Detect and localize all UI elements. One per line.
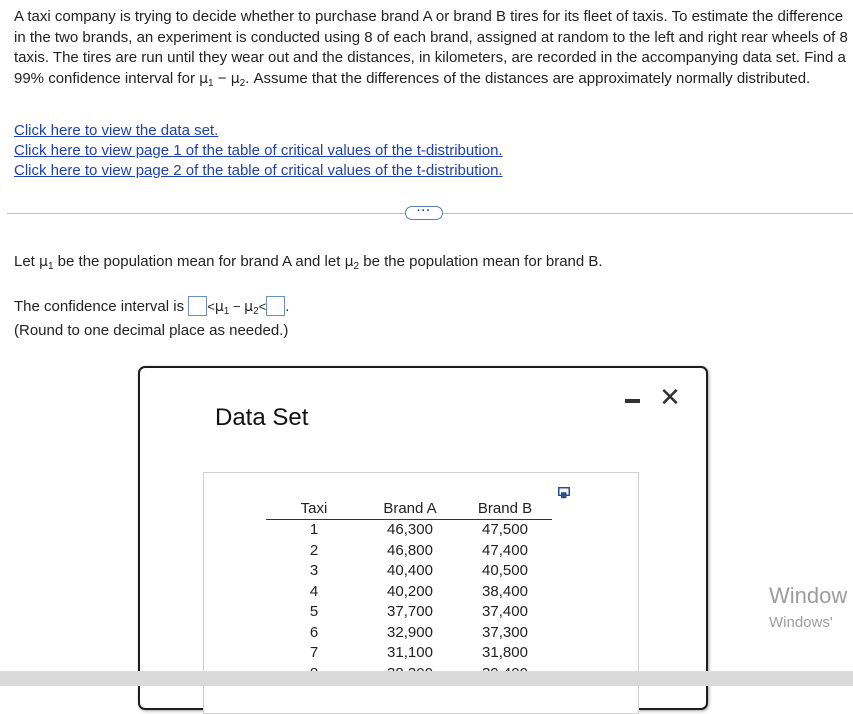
table-row (266, 541, 552, 562)
table-row (266, 602, 552, 623)
subscript: 1 (208, 77, 214, 89)
let-part-2: be the population mean for brand A and let (53, 253, 345, 270)
taxi-cell: 6 (309, 623, 319, 641)
dialog-title: Data Set (215, 404, 309, 431)
let-part-3: be the population mean for brand B. (359, 253, 603, 270)
let-part-1: Let (14, 253, 40, 270)
definition-text (14, 252, 603, 272)
ci-period: . (285, 298, 290, 315)
upper-bound-input[interactable] (266, 296, 285, 316)
close-icon[interactable]: ✕ (659, 382, 681, 412)
watermark-line-1: Window (769, 583, 848, 608)
brand-a-cell: 32,900 (387, 623, 433, 641)
brand-a-cell: 31,100 (387, 644, 433, 661)
resource-links (14, 121, 503, 181)
taxi-cell: 7 (309, 644, 319, 661)
mu-symbol: μ (199, 70, 209, 87)
subscript: 2 (239, 77, 246, 89)
brand-b-cell: 40,500 (482, 562, 528, 579)
brand-a-cell: 37,700 (387, 603, 433, 620)
data-table (266, 499, 552, 684)
expand-more-button[interactable]: ··· (405, 206, 443, 220)
confidence-interval-answer (14, 296, 289, 317)
taxi-cell: 1 (309, 521, 319, 538)
table-row (266, 643, 552, 664)
table-row (266, 520, 552, 541)
t-table-page-1-link[interactable]: Click here to view page 1 of the table of critical values of the t-distribution. (14, 142, 503, 159)
subscript: 1 (47, 261, 54, 272)
mu-symbol: μ (39, 254, 48, 270)
ci-prefix: The confidence interval is (14, 298, 189, 315)
brand-b-cell: 37,400 (482, 603, 528, 620)
t-table-page-2-link[interactable]: Click here to view page 2 of the table of critical values of the t-distribution. (14, 162, 503, 179)
brand-a-cell: 40,200 (387, 582, 433, 600)
brand-a-cell: 46,300 (387, 521, 433, 538)
column-header-brand-a: Brand A (362, 499, 458, 520)
taxi-cell: 4 (309, 582, 319, 600)
data-set-link[interactable]: Click here to view the data set. (14, 122, 219, 139)
taxi-cell: 3 (309, 562, 319, 579)
column-header-taxi: Taxi (266, 499, 362, 520)
less-than-sign: < (258, 299, 267, 314)
less-than-sign: < (207, 299, 215, 314)
brand-b-cell: 47,400 (482, 541, 528, 559)
watermark-line-2: Windows' (769, 614, 833, 631)
minus-sign: − (229, 299, 245, 314)
lower-bound-input[interactable] (188, 296, 207, 316)
rounding-instruction: (Round to one decimal place as needed.) (14, 322, 289, 339)
mu-symbol: μ (244, 299, 254, 315)
question-text (14, 7, 848, 89)
table-row (266, 582, 552, 603)
minus-sign: − (213, 69, 231, 87)
brand-b-cell: 38,400 (482, 582, 528, 600)
question-part-2: . Assume that the differences of the distances are approximately normally distributed. (245, 69, 811, 87)
mu-symbol: μ (344, 254, 354, 270)
brand-b-cell: 47,500 (482, 521, 528, 538)
brand-b-cell: 31,800 (482, 644, 528, 661)
column-header-brand-b: Brand B (458, 499, 552, 520)
taxi-cell: 2 (309, 541, 319, 559)
data-set-dialog (138, 366, 708, 710)
table-row (266, 623, 552, 644)
windows-activation-watermark (769, 583, 847, 634)
subscript: 1 (223, 306, 230, 317)
mu-symbol: μ (230, 70, 240, 87)
mu-symbol: μ (214, 299, 224, 315)
taskbar (0, 671, 853, 686)
taxi-cell: 5 (309, 603, 319, 620)
table-header-row (266, 499, 552, 520)
brand-b-cell: 37,300 (482, 623, 528, 641)
table-row (266, 561, 552, 582)
subscript: 2 (253, 306, 259, 317)
ci-expression (207, 299, 267, 317)
question-part-1: A taxi company is trying to decide whether to purchase brand A or brand B tires for its fleet of taxis. To estimate the difference in the two brands, an experiment is conducted using 8 of each brand, assigned at random to the left and right rear wheels of 8 taxis. The tires are run until they wear out and the distances, in kilometers, are recorded in the accompanying data set. Find a 99% confidence interval for (14, 8, 848, 87)
brand-a-cell: 46,800 (387, 541, 433, 559)
subscript: 2 (353, 261, 360, 272)
brand-a-cell: 40,400 (387, 562, 433, 579)
copy-icon[interactable] (558, 487, 570, 499)
minimize-icon[interactable] (624, 390, 642, 408)
